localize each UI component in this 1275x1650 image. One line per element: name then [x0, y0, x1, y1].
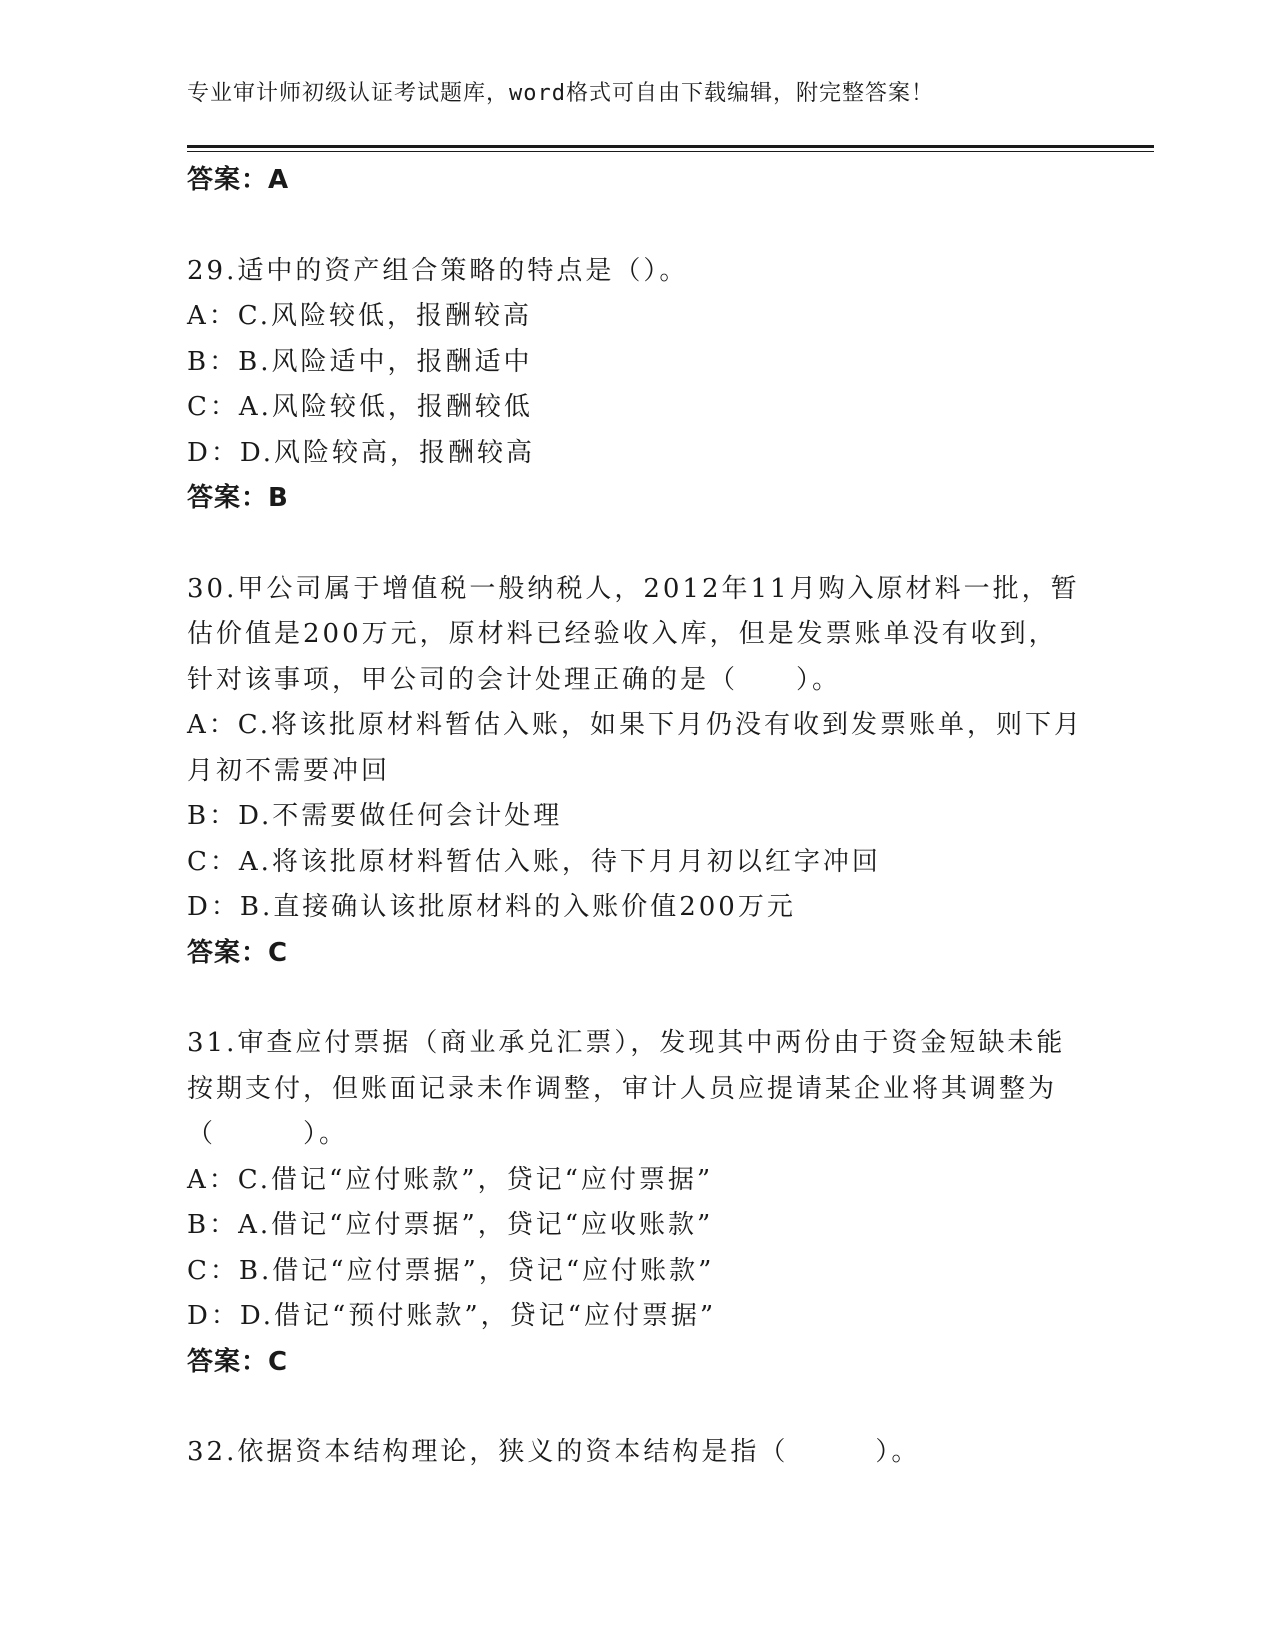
- answer-30: 答案：C: [187, 937, 289, 968]
- question-text: 估价值是200万元，原材料已经验收入库，但是发票账单没有收到，: [187, 619, 1058, 649]
- header-rule-thick: [187, 145, 1154, 148]
- answer-prev: 答案：A: [187, 165, 290, 195]
- option-b: B：B.风险适中，报酬适中: [187, 346, 533, 377]
- question-32: [187, 1430, 1087, 1476]
- question-text: 29.适中的资产组合策略的特点是（）。: [187, 255, 689, 286]
- option-d: D：D.借记“预付账款”，贷记“应付票据”: [187, 1301, 717, 1331]
- option-b: B：A.借记“应付票据”，贷记“应收账款”: [187, 1210, 714, 1240]
- question-list: [187, 158, 1087, 1476]
- answer-31: 答案：C: [187, 1346, 289, 1377]
- option-c: C：A.将该批原材料暂估入账，待下月月初以红字冲回: [187, 846, 881, 877]
- option-a-continued: 月初不需要冲回: [187, 755, 391, 786]
- question-text: 30.甲公司属于增值税一般纳税人，2012年11月购入原材料一批，暂: [187, 573, 1080, 604]
- option-c: C：A.风险较低，报酬较低: [187, 392, 533, 422]
- option-a: A：C.将该批原材料暂估入账，如果下月仍没有收到发票账单，则下月: [187, 710, 1084, 740]
- question-text: 32.依据资本结构理论，狭义的资本结构是指（ ）。: [187, 1437, 921, 1467]
- header-rule-thin: [187, 151, 1154, 152]
- question-31: [187, 1021, 1087, 1385]
- question-text: 按期支付，但账面记录未作调整，审计人员应提请某企业将其调整为: [187, 1073, 1058, 1104]
- option-c: C：B.借记“应付票据”，贷记“应付账款”: [187, 1255, 715, 1286]
- option-d: D：D.风险较高，报酬较高: [187, 437, 536, 468]
- question-text: 针对该事项，甲公司的会计处理正确的是（ ）。: [187, 664, 842, 695]
- answer-29: 答案：B: [187, 483, 289, 513]
- option-a: A：C.借记“应付账款”，贷记“应付票据”: [187, 1164, 714, 1195]
- option-a: A：C.风险较低，报酬较高: [187, 301, 533, 331]
- question-30: [187, 567, 1087, 977]
- question-text: 31.审查应付票据（商业承兑汇票），发现其中两份由于资金短缺未能: [187, 1028, 1066, 1058]
- option-d: D：B.直接确认该批原材料的入账价值200万元: [187, 892, 796, 922]
- option-b: B：D.不需要做任何会计处理: [187, 801, 563, 831]
- question-29: [187, 249, 1087, 522]
- page-header: 专业审计师初级认证考试题库，word格式可自由下载编辑，附完整答案！: [187, 81, 934, 106]
- question-text: （ ）。: [187, 1119, 349, 1149]
